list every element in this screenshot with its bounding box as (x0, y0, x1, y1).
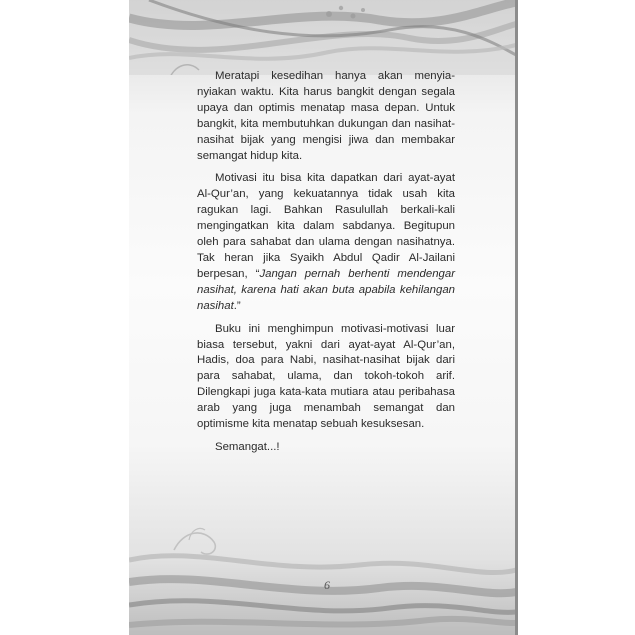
quote-end: .” (233, 299, 241, 312)
page-edge (515, 0, 518, 635)
page-number: 6 (324, 578, 330, 592)
body-text (197, 69, 455, 463)
paragraph (197, 171, 455, 314)
swirl-ornament-top (129, 0, 516, 75)
paragraph: Meratapi kesedihan hanya akan menyia-nyiakan waktu. Kita harus bangkit dengan segala upaya dan optimis menatap masa depan. Untuk bangkit, kita membutuhkan dukungan dan nasihat-nasihat bijak yang mengisi jiwa dan membakar semangat hidup kita. (197, 70, 455, 162)
paragraph: Semangat...! (215, 440, 280, 453)
quote-text: Jangan pernah berhenti mendengar nasihat, karena hati akan buta apabila kehilangan nasihat (197, 267, 455, 312)
paragraph: Buku ini menghimpun motivasi-motivasi luar biasa tersebut, yakni dari ayat-ayat Al-Qur’an, Hadis, doa para Nabi, nasihat-nasihat bijak dari para sahabat, ulama, dan tokoh-tokoh arif. Dilengkapi juga kata-kata mutiara atau peribahasa arab yang juga menambah semangat dan optimisme kita menatap sebuah kesuksesan. (197, 322, 455, 431)
paragraph-text: Motivasi itu bisa kita dapatkan dari ayat-ayat Al-Qur’an, yang kekuatannya tidak usah kita ragukan lagi. Bahkan Rasulullah berkali-kali mengingatkan kita dalam sabdanya. Begitupun oleh para sahabat dan ulama dengan nasihatnya. Tak heran jika Syaikh Abdul Qadir Al-Jailani berpesan, “ (197, 172, 455, 280)
